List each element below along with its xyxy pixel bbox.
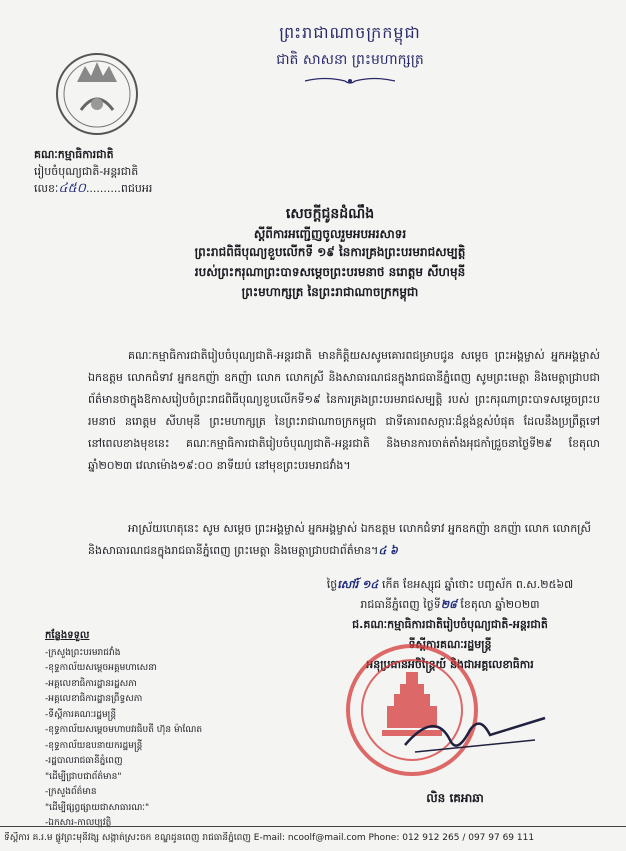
list-item: -អគ្គលេខាធិការដ្ឋានរដ្ឋសភា <box>45 678 137 689</box>
committee-emblem-icon <box>55 52 139 136</box>
lunar-date-handwritten: សៅរ៍ ១៤ <box>337 578 382 591</box>
list-item: -ក្រសួងព័ត៌មាន <box>45 787 97 797</box>
reference-number-suffix: ..........ពជបអរ <box>85 182 153 195</box>
notice-subject-4: ព្រះមហាក្សត្រ នៃព្រះរាជាណាចក្រកម្ពុជា <box>241 285 419 299</box>
national-motto: ជាតិ សាសនា ព្រះមហាក្សត្រ <box>276 52 424 68</box>
solar-date <box>290 595 610 615</box>
org-subtitle: រៀបចំបុណ្យជាតិ-អន្តរជាតិ <box>34 165 139 178</box>
notice-title: សេចក្តីជូនដំណឹង <box>285 206 375 222</box>
footer-divider <box>0 826 626 827</box>
signatory-org: ជ.គណៈកម្មាធិការជាតិរៀបចំបុណ្យជាតិ-អន្តរជាតិ <box>352 618 548 631</box>
reference-number-value: ៤៥០ <box>58 181 86 196</box>
lunar-date-rest: កើត ខែអស្សុជ ឆ្នាំថោះ បញ្ចស័ក ព.ស.២៥៦៧ <box>382 578 574 591</box>
lunar-date-prefix: ថ្ងៃ <box>326 578 338 591</box>
signatory-office: ទីស្តីការគណៈរដ្ឋមន្ត្រី <box>408 638 492 651</box>
recipients-list <box>45 628 210 832</box>
ornament-divider-icon <box>300 76 400 86</box>
list-item: -ក្រសួងព្រះបរមរាជវាំង <box>45 647 121 658</box>
notice-subject-1: ស្តីពីការអញ្ជើញចូលរួមអបអរសាទរ <box>253 227 407 241</box>
signatory-title: អនុប្រធានអចិន្ត្រៃយ៍ និងជាអគ្គលេខាធិការ <box>366 658 534 671</box>
recipients-heading: កន្លែងទទួល <box>45 630 90 641</box>
list-item: -អគ្គលេខាធិការដ្ឋានព្រឹទ្ធសភា <box>45 694 143 704</box>
body-paragraph-1: គណៈកម្មាធិការជាតិរៀបចំបុណ្យជាតិ-អន្តរជាតិ មានកិត្តិយសសូមគោរពជម្រាបជូន សម្តេច ព្រះអង្គម្ចាស់ អ្នកអង្គម្ចាស់ ឯកឧត្តម លោកជំទាវ អ្នកឧកញ៉ា ឧកញ៉ា លោក លោកស្រី និងសាធារណជនក្នុងរាជធានីភ្នំពេញ សូមព្រះមេត្តា និងមេត្តាជ្រាបជាព័ត៌មានថាក្នុងឱកាសរៀបចំព្រះរាជពិធីបុណ្យខួបលើកទី១៩ នៃការគ្រងព្រះបរមរាជសម្បត្តិ របស់ ព្រះករុណាព្រះបាទសម្តេចព្រះបរមនាថ នរោត្តម សីហមុនី ព្រះមហាក្សត្រ នៃព្រះរាជាណាចក្រកម្ពុជា ជាទីគោរពសក្ការៈដ៏ខ្ពង់ខ្ពស់បំផុត ដែលនឹងប្រព្រឹត្តទៅនៅពេលខាងមុខនេះ គណៈកម្មាធិការជាតិរៀបចំបុណ្យជាតិ-អន្តរជាតិ និងមានការចាត់តាំងអុជកាំជ្រួចនាថ្ងៃទី២៩ ខែតុលា ឆ្នាំ២០២៣ វេលាម៉ោង១៩:០០ នាទីយប់ នៅមុខព្រះបរមរាជវាំង។ <box>88 349 600 472</box>
list-item: -ខុទ្ទកាល័យសម្តេចអគ្គមហាសេនា <box>45 663 157 673</box>
footer-contact: ទីស្តីការ គ.រ.ម ផ្លូវព្រះមុនីវង្ស សង្កាត់ស្រះចក ខណ្ឌដូនពេញ រាជធានីភ្នំពេញ E-mail: ncoolf@mail.com Phone: 012 912 265 / 097 97 69 111 <box>4 833 535 843</box>
solar-date-rest: ខែតុលា ឆ្នាំ២០២៣ <box>456 598 540 611</box>
signature-icon <box>395 700 555 760</box>
reference-number <box>34 180 184 197</box>
notice-subject-2: ព្រះរាជពិធីបុណ្យខួបលើកទី ១៩ នៃការគ្រងព្រះបរមរាជសម្បត្តិ <box>194 245 466 259</box>
list-item: "ដើម្បីផ្សព្វផ្សាយជាសាធារណៈ" <box>45 802 150 813</box>
list-item: -រដ្ឋបាលរាជធានីភ្នំពេញ <box>45 756 123 766</box>
reference-number-label: លេខៈ <box>34 182 59 195</box>
notice-subject-3: របស់ព្រះករុណាព្រះបាទសម្តេចព្រះបរមនាថ នរោត្តម សីហមុនី <box>194 265 466 279</box>
body-paragraph-2-text: អាស្រ័យហេតុនេះ សូម សម្តេច ព្រះអង្គម្ចាស់ អ្នកអង្គម្ចាស់ ឯកឧត្តម លោកជំទាវ អ្នកឧកញ៉ា ឧកញ៉ា លោក លោកស្រី និងសាធារណជនក្នុងរាជធានីភ្នំពេញ ព្រះមេត្តា និងមេត្តាជ្រាបជាព័ត៌មាន។ <box>88 522 591 557</box>
handwritten-mark: ៤ ៦ <box>378 544 398 557</box>
solar-date-handwritten: ២៨ <box>440 598 457 611</box>
signer-name: លិន គេអាឆា <box>426 791 484 805</box>
body-paragraph-2 <box>88 518 600 562</box>
list-item: -ទីស្តីការគណៈរដ្ឋមន្ត្រី <box>45 709 117 720</box>
royal-header <box>200 22 500 71</box>
solar-date-prefix: រាជធានីភ្នំពេញ ថ្ងៃទី <box>360 598 441 611</box>
list-item: -ខុទ្ទកាល័យសម្តេចមហាបវរធិបតី ហ៊ុន ម៉ាណែត <box>45 725 203 735</box>
kingdom-name: ព្រះរាជាណាចក្រកម្ពុជា <box>279 23 421 42</box>
list-item: "ដើម្បីជ្រាបជាព័ត៌មាន" <box>45 771 122 782</box>
list-item: -ឯកសារ-កាលប្បវត្តិ <box>45 818 112 828</box>
org-name: គណៈកម្មាធិការជាតិ <box>34 148 114 161</box>
lunar-date <box>290 575 610 595</box>
issuing-organization <box>34 146 184 197</box>
list-item: -ខុទ្ទកាល័យឧបនាយករដ្ឋមន្ត្រី <box>45 740 143 751</box>
